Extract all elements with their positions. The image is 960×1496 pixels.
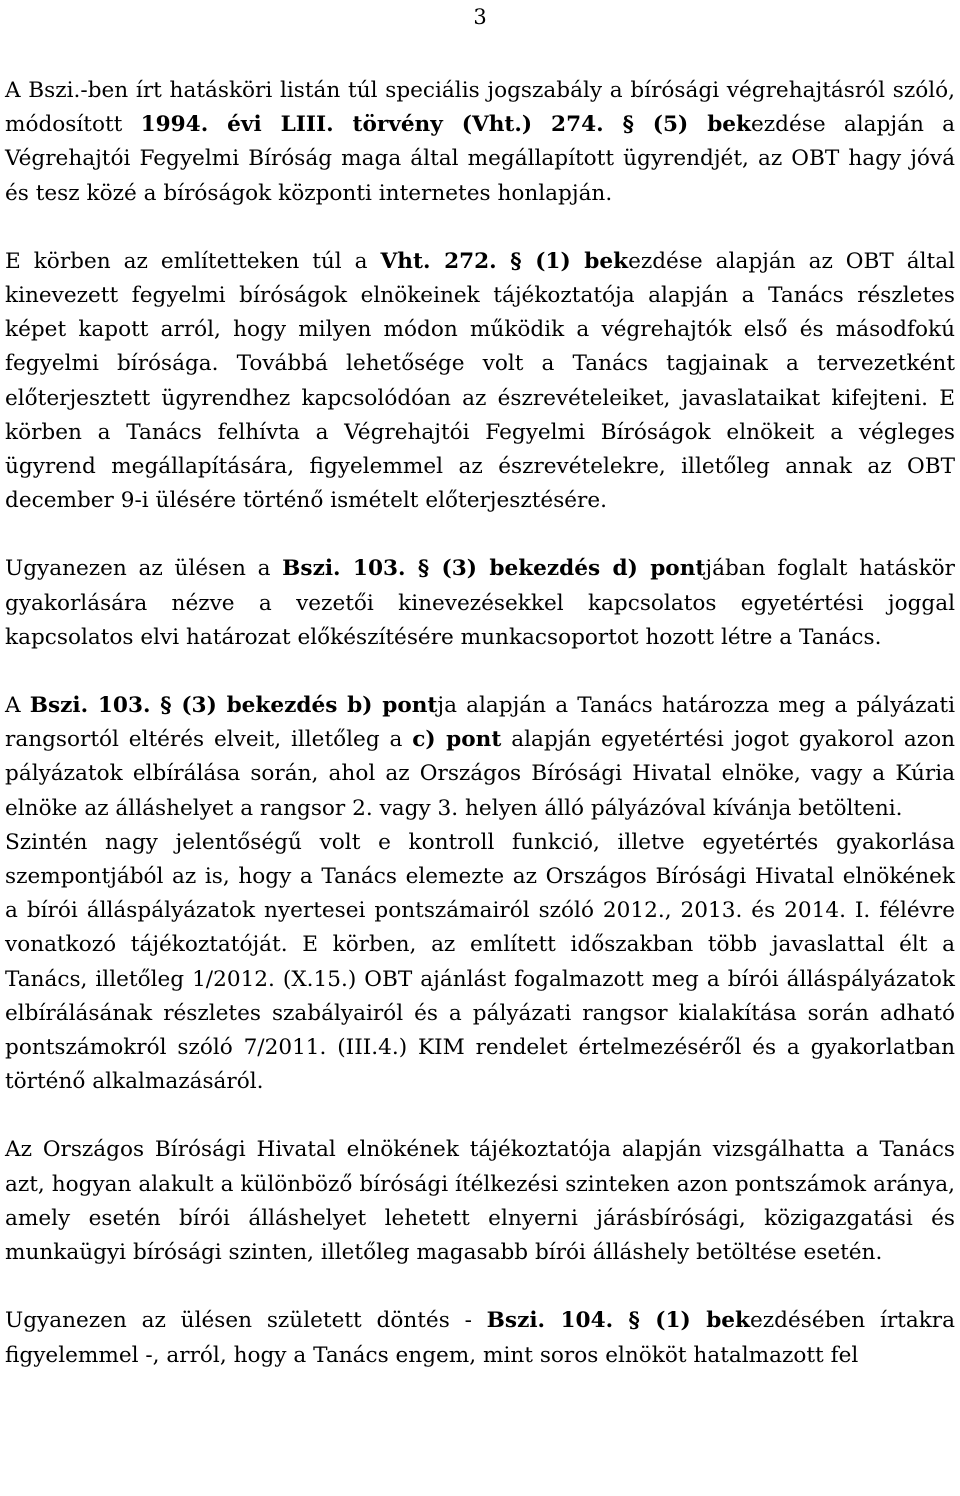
text-run: A Bszi.-ben írt hatásköri listán túl speciális jogszabály a bírósági végrehajtásról szóló, módosított xyxy=(5,78,955,138)
bold-text-run: 1994. évi LIII. törvény (Vht.) 274. § (5) bek xyxy=(140,112,751,138)
text-run: ezdése alapján az OBT által kinevezett fegyelmi bíróságok elnökeinek tájékoztatója alapján a Tanács részletes képet kapott arról, hogy milyen módon működik a végrehajtók első és másodfokú fegyelmi bírósága. Továbbá lehetősége volt a Tanács tagjainak a tervezetként előterjesztett ügyrendhez kapcsolódóan az észrevételeiket, javaslataikat kifejteni. E körben a Tanács felhívta a Végrehajtói Fegyelmi Bíróságok elnökeit a végleges ügyrend megállapítására, figyelemmel az észrevételekre, illetőleg annak az OBT december 9-i ülésére történő ismételt előterjesztésére. xyxy=(5,248,955,514)
document-body xyxy=(5,74,955,1373)
bold-text-run: c) pont xyxy=(412,727,502,753)
bold-text-run: Vht. 272. § (1) bek xyxy=(380,248,629,274)
text-run: ja alapján a Tanács határozza meg a pályázati rangsortól eltérés elveit, illetőleg a xyxy=(5,693,955,753)
text-run: jában foglalt hatáskör gyakorlására nézve a vezetői kinevezésekkel kapcsolatos egyetértési joggal kapcsolatos elvi határozat előkészítésére munkacsoportot hozott létre a Tanács. xyxy=(5,556,955,650)
paragraph xyxy=(5,689,955,826)
paragraph xyxy=(5,826,955,1100)
page-number: 3 xyxy=(473,5,487,29)
text-run: E körben az említetteken túl a xyxy=(5,248,381,274)
bold-text-run: Bszi. 104. § (1) bek xyxy=(486,1308,751,1334)
text-run: Az Országos Bírósági Hivatal elnökének tájékoztatója alapján vizsgálhatta a Tanács azt, hogyan alakult a különböző bírósági ítélkezési szinteken azon pontszámok aránya, amely esetén bírói álláshelyet lehetett elnyerni járásbírósági, közigazgatási és munkaügyi bírósági szinten, illetőleg magasabb bírói álláshely betöltése esetén. xyxy=(5,1137,955,1266)
paragraph xyxy=(5,245,955,519)
paragraph xyxy=(5,1133,955,1270)
bold-text-run: Bszi. 103. § (3) bekezdés d) pont xyxy=(282,556,706,582)
text-run: Ugyanezen az ülésen a xyxy=(5,556,283,582)
text-run: A xyxy=(5,693,30,719)
text-run: alapján egyetértési jogot gyakorol azon pályázatok elbírálása során, ahol az Országos Bírósági Hivatal elnöke, vagy a Kúria elnöke az álláshelyet a rangsor 2. vagy 3. helyen álló pályázóval kívánja betölteni. xyxy=(5,727,956,821)
paragraph xyxy=(5,1304,955,1372)
text-run: ezdésében írtakra figyelemmel -, arról, hogy a Tanács engem, mint soros elnököt hatalmazott fel xyxy=(5,1308,956,1368)
text-run: Szintén nagy jelentőségű volt e kontroll funkció, illetve egyetértés gyakorlása szempontjából az is, hogy a Tanács elemezte az Országos Bírósági Hivatal elnökének a bírói álláspályázatok nyertesei pontszámairól szóló 2012., 2013. és 2014. I. félévre vonatkozó tájékoztatóját. E körben, az említett időszakban több javaslattal élt a Tanács, illetőleg 1/2012. (X.15.) OBT ajánlást fogalmazott meg a bírói álláspályázatok elbírálásának részletes szabályairól és a pályázati rangsor kialakítása során adható pontszámokról szóló 7/2011. (III.4.) KIM rendelet értelmezéséről és a gyakorlatban történő alkalmazásáról. xyxy=(5,829,955,1095)
text-run: Ugyanezen az ülésen született döntés - xyxy=(5,1308,487,1334)
paragraph xyxy=(5,74,955,211)
text-run: ezdése alapján a Végrehajtói Fegyelmi Bíróság maga által megállapított ügyrendjét, az OBT hagy jóvá és tesz közé a bíróságok központi internetes honlapján. xyxy=(5,112,956,206)
paragraph xyxy=(5,552,955,655)
bold-text-run: Bszi. 103. § (3) bekezdés b) pont xyxy=(29,693,438,719)
document-page xyxy=(5,0,955,1496)
